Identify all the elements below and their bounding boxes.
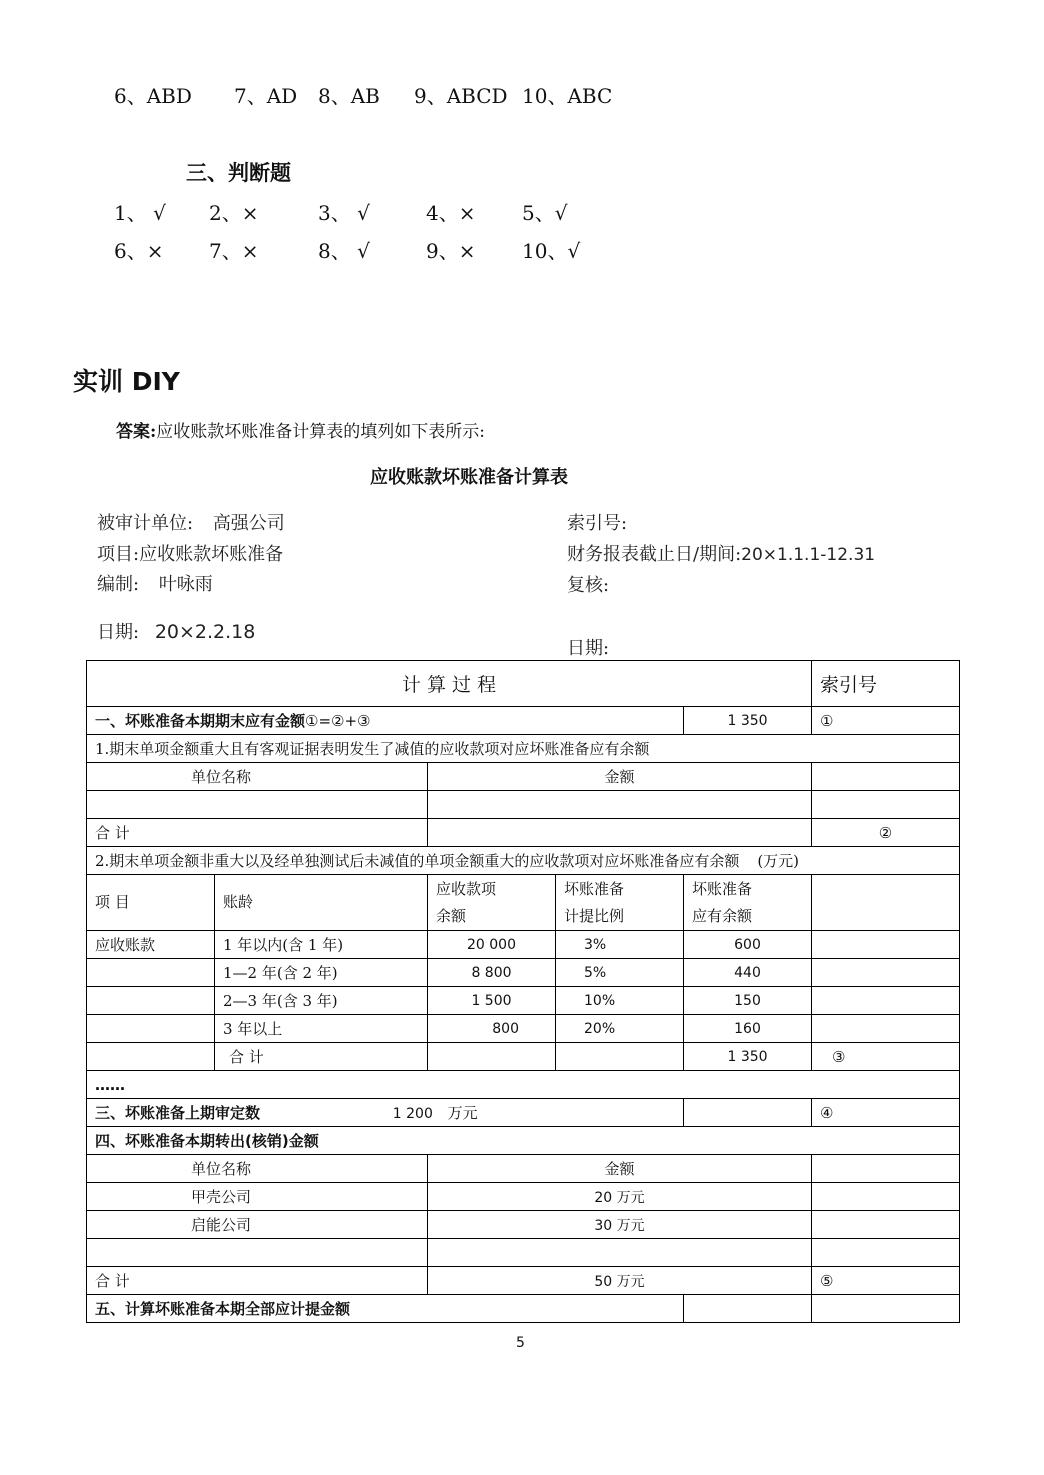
col-balance-line1: 应收款项 bbox=[436, 879, 497, 898]
answer-6: 6、ABD bbox=[114, 84, 192, 108]
empty-cell bbox=[812, 987, 960, 1015]
header-process: 计 算 过 程 bbox=[87, 661, 812, 707]
table-row bbox=[87, 847, 960, 875]
table-row bbox=[87, 791, 960, 819]
table-row bbox=[87, 763, 960, 791]
judge-10: 10、√ bbox=[522, 239, 581, 263]
writeoff-amount: 30 万元 bbox=[428, 1211, 812, 1239]
sub1-index: ② bbox=[812, 819, 960, 847]
aging-provision: 150 bbox=[684, 987, 812, 1015]
empty-cell bbox=[812, 875, 960, 931]
table-row bbox=[87, 819, 960, 847]
sec3-value: 1 200 bbox=[392, 1106, 433, 1122]
col-age: 账龄 bbox=[215, 875, 428, 931]
table-title: 应收账款坏账准备计算表 bbox=[370, 467, 568, 488]
empty-cell bbox=[87, 1015, 215, 1043]
writeoff-total-label: 合 计 bbox=[87, 1267, 428, 1295]
empty-cell bbox=[684, 1295, 812, 1323]
sec4-label: 四、坏账准备本期转出(核销)金额 bbox=[87, 1127, 960, 1155]
period bbox=[567, 540, 875, 566]
empty-cell bbox=[812, 1155, 960, 1183]
judge-2: 2、× bbox=[209, 201, 259, 225]
writeoff-unit-header: 单位名称 bbox=[87, 1155, 428, 1183]
table-row bbox=[87, 707, 960, 735]
writeoff-amount-header: 金额 bbox=[428, 1155, 812, 1183]
prepared bbox=[97, 570, 213, 596]
judge-7: 7、× bbox=[209, 239, 259, 263]
unit-name-header: 单位名称 bbox=[87, 763, 428, 791]
aging-age: 1 年以内(含 1 年) bbox=[215, 931, 428, 959]
judge-5: 5、√ bbox=[522, 201, 568, 225]
table-row bbox=[87, 1155, 960, 1183]
aging-age: 3 年以上 bbox=[215, 1015, 428, 1043]
answer-10: 10、ABC bbox=[522, 84, 613, 108]
empty-cell bbox=[428, 1043, 556, 1071]
sec3-cell bbox=[87, 1099, 684, 1127]
col-item: 项 目 bbox=[87, 875, 215, 931]
aging-rate: 5% bbox=[556, 959, 684, 987]
sec1-label: 一、坏账准备本期期末应有金额 bbox=[95, 712, 306, 730]
ellipsis: …… bbox=[87, 1071, 960, 1099]
table-row bbox=[87, 1295, 960, 1323]
empty-cell bbox=[87, 1043, 215, 1071]
aging-index: ③ bbox=[812, 1043, 960, 1071]
diy-intro bbox=[116, 417, 485, 442]
amount-header: 金额 bbox=[428, 763, 812, 791]
audited-unit-label: 被审计单位: bbox=[97, 513, 194, 534]
sec4-index: ⑤ bbox=[812, 1267, 960, 1295]
aging-row bbox=[87, 1015, 960, 1043]
writeoff-row bbox=[87, 1183, 960, 1211]
sub2-text: 2.期末单项金额非重大以及经单独测试后未减值的单项金额重大的应收款项对应坏账准备应有余额 bbox=[95, 852, 740, 870]
aging-rate: 3% bbox=[556, 931, 684, 959]
empty-cell bbox=[428, 1239, 812, 1267]
judge-9: 9、× bbox=[426, 239, 476, 263]
empty-cell bbox=[87, 987, 215, 1015]
empty-cell bbox=[684, 1099, 812, 1127]
col-prov-line2: 应有余额 bbox=[692, 906, 753, 925]
aging-provision: 600 bbox=[684, 931, 812, 959]
table-row bbox=[87, 1127, 960, 1155]
empty-cell bbox=[812, 1183, 960, 1211]
aging-total-value: 1 350 bbox=[684, 1043, 812, 1071]
judge-1: 1、 √ bbox=[114, 201, 166, 225]
sec3-label: 三、坏账准备上期审定数 bbox=[95, 1104, 261, 1122]
aging-age: 2—3 年(含 3 年) bbox=[215, 987, 428, 1015]
writeoff-name: 启能公司 bbox=[87, 1211, 428, 1239]
date-value: 20×2.2.18 bbox=[154, 621, 256, 643]
intro-label: 答案: bbox=[116, 422, 157, 442]
aging-age: 1—2 年(含 2 年) bbox=[215, 959, 428, 987]
aging-provision: 160 bbox=[684, 1015, 812, 1043]
judge-3: 3、 √ bbox=[318, 201, 370, 225]
table-row bbox=[87, 1099, 960, 1127]
writeoff-row bbox=[87, 1211, 960, 1239]
judge-8: 8、 √ bbox=[318, 239, 370, 263]
sec1-value: 1 350 bbox=[684, 707, 812, 735]
table-row bbox=[87, 1239, 960, 1267]
review-date: 日期: bbox=[567, 638, 610, 659]
empty-cell bbox=[812, 931, 960, 959]
empty-cell bbox=[87, 791, 428, 819]
aging-total-label: 合 计 bbox=[215, 1043, 428, 1071]
prepared-value: 叶咏雨 bbox=[158, 574, 213, 595]
empty-cell bbox=[812, 1239, 960, 1267]
writeoff-total-row bbox=[87, 1267, 960, 1295]
provision-table bbox=[86, 660, 960, 1323]
col-rate bbox=[556, 875, 684, 931]
aging-row bbox=[87, 931, 960, 959]
empty-cell bbox=[428, 791, 812, 819]
page-number: 5 bbox=[516, 1335, 525, 1351]
aging-total-row bbox=[87, 1043, 960, 1071]
intro-text: 应收账款坏账准备计算表的填列如下表所示: bbox=[156, 422, 486, 442]
col-rate-line1: 坏账准备 bbox=[564, 879, 625, 898]
col-rate-line2: 计提比例 bbox=[564, 906, 625, 925]
aging-balance: 800 bbox=[428, 1015, 556, 1043]
aging-item: 应收账款 bbox=[87, 931, 215, 959]
sec1-index: ① bbox=[812, 707, 960, 735]
table-header-row bbox=[87, 661, 960, 707]
aging-row bbox=[87, 987, 960, 1015]
aging-rate: 20% bbox=[556, 1015, 684, 1043]
judge-6: 6、× bbox=[114, 239, 164, 263]
header-index: 索引号 bbox=[812, 661, 960, 707]
col-provision bbox=[684, 875, 812, 931]
period-value: 20×1.1.1-12.31 bbox=[741, 545, 876, 565]
answer-8: 8、AB bbox=[318, 84, 380, 108]
writeoff-name: 甲壳公司 bbox=[87, 1183, 428, 1211]
aging-balance: 8 800 bbox=[428, 959, 556, 987]
aging-balance: 20 000 bbox=[428, 931, 556, 959]
judge-4: 4、× bbox=[426, 201, 476, 225]
empty-cell bbox=[812, 1015, 960, 1043]
sub2-unit: (万元) bbox=[757, 852, 800, 870]
sec5-label: 五、计算坏账准备本期全部应计提金额 bbox=[87, 1295, 684, 1323]
empty-cell bbox=[87, 1239, 428, 1267]
empty-cell bbox=[87, 959, 215, 987]
prepare-date bbox=[97, 618, 255, 644]
project: 项目:应收账款坏账准备 bbox=[97, 544, 284, 565]
sub1-total-label: 合 计 bbox=[87, 819, 428, 847]
aging-rate: 10% bbox=[556, 987, 684, 1015]
writeoff-total: 50 万元 bbox=[428, 1267, 812, 1295]
audited-unit-value: 高强公司 bbox=[212, 513, 285, 534]
empty-cell bbox=[812, 1211, 960, 1239]
sec1-cell bbox=[87, 707, 684, 735]
period-label: 财务报表截止日/期间: bbox=[567, 544, 742, 565]
aging-header-row bbox=[87, 875, 960, 931]
col-balance-line2: 余额 bbox=[436, 906, 467, 925]
review: 复核: bbox=[567, 575, 610, 596]
sec3-unit: 万元 bbox=[447, 1104, 478, 1122]
sub1-title: 1.期末单项金额重大且有客观证据表明发生了减值的应收款项对应坏账准备应有余额 bbox=[87, 735, 960, 763]
audited-unit bbox=[97, 509, 285, 535]
index-no: 索引号: bbox=[567, 513, 628, 534]
prepared-label: 编制: bbox=[97, 574, 140, 595]
sec3-index: ④ bbox=[812, 1099, 960, 1127]
empty-cell bbox=[812, 763, 960, 791]
aging-balance: 1 500 bbox=[428, 987, 556, 1015]
answer-9: 9、ABCD bbox=[414, 84, 508, 108]
diy-title: 实训 DIY bbox=[73, 367, 180, 396]
empty-cell bbox=[812, 1295, 960, 1323]
empty-cell bbox=[812, 791, 960, 819]
writeoff-amount: 20 万元 bbox=[428, 1183, 812, 1211]
col-balance bbox=[428, 875, 556, 931]
empty-cell bbox=[812, 959, 960, 987]
aging-provision: 440 bbox=[684, 959, 812, 987]
date-label: 日期: bbox=[97, 622, 140, 643]
col-prov-line1: 坏账准备 bbox=[692, 879, 753, 898]
aging-row bbox=[87, 959, 960, 987]
answer-7: 7、AD bbox=[234, 84, 298, 108]
table-row bbox=[87, 735, 960, 763]
empty-cell bbox=[428, 819, 812, 847]
empty-cell bbox=[556, 1043, 684, 1071]
table-row bbox=[87, 1071, 960, 1099]
sec1-formula: ①=②+③ bbox=[305, 712, 371, 730]
sub2-title bbox=[87, 847, 960, 875]
judge-section-title: 三、判断题 bbox=[186, 160, 291, 185]
